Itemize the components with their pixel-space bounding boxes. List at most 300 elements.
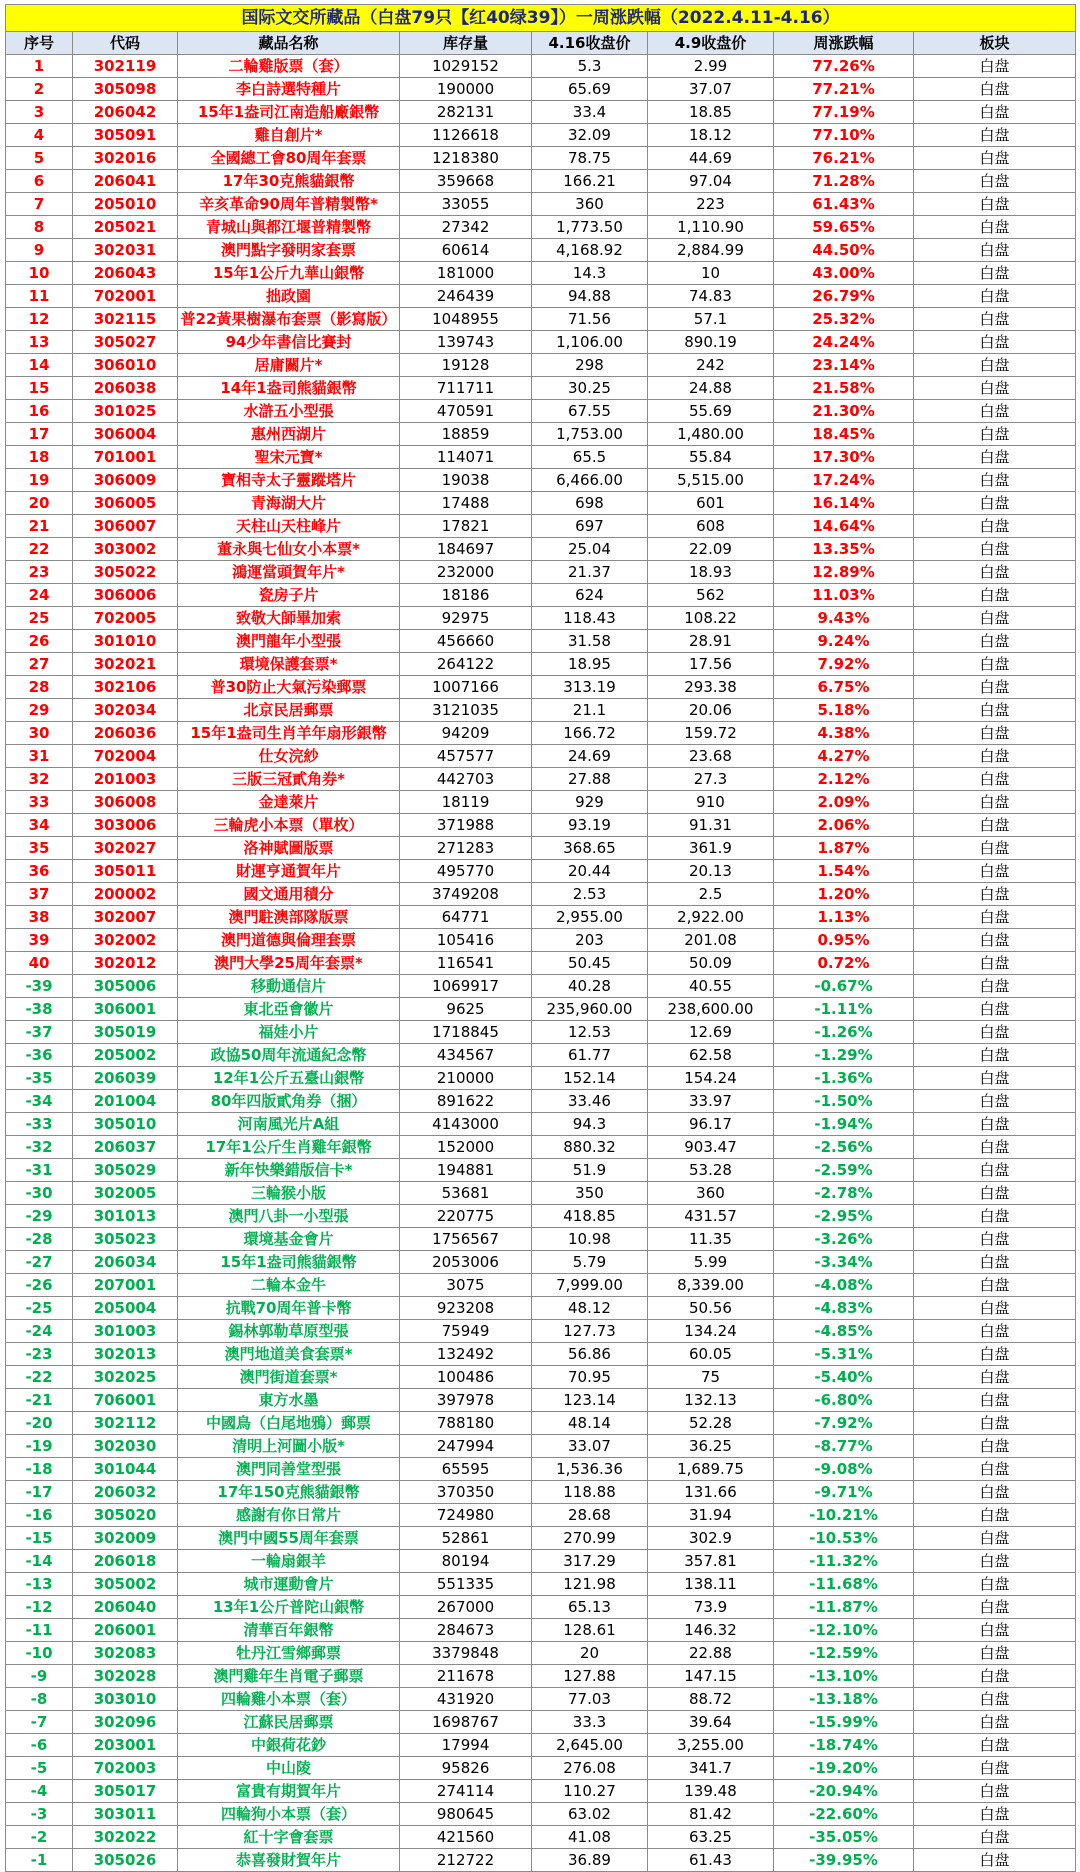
table-row	[6, 1826, 1076, 1849]
item-name: 一輪扇銀羊	[178, 1550, 400, 1573]
board: 白盘	[914, 745, 1076, 768]
stock-quantity: 132492	[400, 1343, 532, 1366]
item-name: 瓷房子片	[178, 584, 400, 607]
stock-quantity: 18859	[400, 423, 532, 446]
stock-quantity: 105416	[400, 929, 532, 952]
item-code: 207001	[73, 1274, 178, 1297]
close-price-previous: 910	[648, 791, 774, 814]
item-name: 澳門道德與倫理套票	[178, 929, 400, 952]
table-row	[6, 1550, 1076, 1573]
item-code: 306001	[73, 998, 178, 1021]
weekly-change: -13.10%	[774, 1665, 914, 1688]
item-name: 中國鳥（白尾地鴉）郵票	[178, 1412, 400, 1435]
item-code: 302119	[73, 55, 178, 78]
close-price-current: 77.03	[532, 1688, 648, 1711]
table-row	[6, 1113, 1076, 1136]
stock-quantity: 152000	[400, 1136, 532, 1159]
item-name: 錫林郭勒草原型張	[178, 1320, 400, 1343]
weekly-change: 77.26%	[774, 55, 914, 78]
row-index: -25	[6, 1297, 73, 1320]
board: 白盘	[914, 1481, 1076, 1504]
close-price-previous: 562	[648, 584, 774, 607]
close-price-current: 1,536.36	[532, 1458, 648, 1481]
item-name: 東北亞會徽片	[178, 998, 400, 1021]
item-name: 致敬大師畢加索	[178, 607, 400, 630]
item-code: 206037	[73, 1136, 178, 1159]
row-index: -14	[6, 1550, 73, 1573]
table-row	[6, 1849, 1076, 1872]
weekly-change: -1.26%	[774, 1021, 914, 1044]
close-price-previous: 134.24	[648, 1320, 774, 1343]
item-code: 306009	[73, 469, 178, 492]
item-name: 福娃小片	[178, 1021, 400, 1044]
title-row	[6, 5, 1076, 32]
row-index: 8	[6, 216, 73, 239]
row-index: 33	[6, 791, 73, 814]
close-price-previous: 60.05	[648, 1343, 774, 1366]
item-code: 302096	[73, 1711, 178, 1734]
weekly-change: -1.36%	[774, 1067, 914, 1090]
row-index: 34	[6, 814, 73, 837]
header-index: 序号	[6, 32, 73, 55]
row-index: -29	[6, 1205, 73, 1228]
close-price-previous: 132.13	[648, 1389, 774, 1412]
item-name: 三輪虎小本票（單枚）	[178, 814, 400, 837]
table-row	[6, 469, 1076, 492]
close-price-previous: 10	[648, 262, 774, 285]
row-index: 10	[6, 262, 73, 285]
stock-quantity: 434567	[400, 1044, 532, 1067]
item-name: 河南風光片A組	[178, 1113, 400, 1136]
stock-quantity: 65595	[400, 1458, 532, 1481]
weekly-change: -7.92%	[774, 1412, 914, 1435]
close-price-previous: 2,884.99	[648, 239, 774, 262]
weekly-change: 2.12%	[774, 768, 914, 791]
weekly-change: -6.80%	[774, 1389, 914, 1412]
board: 白盘	[914, 584, 1076, 607]
weekly-change: 71.28%	[774, 170, 914, 193]
table-row	[6, 929, 1076, 952]
close-price-current: 697	[532, 515, 648, 538]
close-price-current: 63.02	[532, 1803, 648, 1826]
stock-quantity: 139743	[400, 331, 532, 354]
close-price-current: 2.53	[532, 883, 648, 906]
weekly-change: 44.50%	[774, 239, 914, 262]
close-price-previous: 8,339.00	[648, 1274, 774, 1297]
stock-quantity: 1756567	[400, 1228, 532, 1251]
row-index: -31	[6, 1159, 73, 1182]
row-index: -37	[6, 1021, 73, 1044]
item-name: 17年150克熊貓銀幣	[178, 1481, 400, 1504]
row-index: 30	[6, 722, 73, 745]
table-row	[6, 1573, 1076, 1596]
table-row	[6, 791, 1076, 814]
close-price-previous: 97.04	[648, 170, 774, 193]
board: 白盘	[914, 1458, 1076, 1481]
item-name: 江蘇民居郵票	[178, 1711, 400, 1734]
item-code: 201004	[73, 1090, 178, 1113]
close-price-previous: 96.17	[648, 1113, 774, 1136]
item-code: 302009	[73, 1527, 178, 1550]
board: 白盘	[914, 124, 1076, 147]
stock-quantity: 271283	[400, 837, 532, 860]
close-price-current: 48.12	[532, 1297, 648, 1320]
table-row	[6, 1044, 1076, 1067]
row-index: -1	[6, 1849, 73, 1872]
item-code: 301025	[73, 400, 178, 423]
close-price-previous: 75	[648, 1366, 774, 1389]
close-price-current: 65.13	[532, 1596, 648, 1619]
close-price-previous: 17.56	[648, 653, 774, 676]
row-index: 1	[6, 55, 73, 78]
row-index: 13	[6, 331, 73, 354]
row-index: -13	[6, 1573, 73, 1596]
close-price-current: 32.09	[532, 124, 648, 147]
table-row	[6, 975, 1076, 998]
stock-quantity: 17488	[400, 492, 532, 515]
row-index: -34	[6, 1090, 73, 1113]
weekly-change: -19.20%	[774, 1757, 914, 1780]
close-price-current: 65.69	[532, 78, 648, 101]
board: 白盘	[914, 860, 1076, 883]
stock-quantity: 1218380	[400, 147, 532, 170]
close-price-previous: 37.07	[648, 78, 774, 101]
close-price-previous: 1,480.00	[648, 423, 774, 446]
item-code: 302005	[73, 1182, 178, 1205]
board: 白盘	[914, 1711, 1076, 1734]
stock-quantity: 923208	[400, 1297, 532, 1320]
row-index: 6	[6, 170, 73, 193]
weekly-change: 4.27%	[774, 745, 914, 768]
close-price-previous: 22.88	[648, 1642, 774, 1665]
header-close-current: 4.16收盘价	[532, 32, 648, 55]
row-index: -20	[6, 1412, 73, 1435]
item-code: 206032	[73, 1481, 178, 1504]
close-price-current: 70.95	[532, 1366, 648, 1389]
item-name: 城市運動會片	[178, 1573, 400, 1596]
item-code: 302002	[73, 929, 178, 952]
weekly-change: 13.35%	[774, 538, 914, 561]
item-name: 牡丹江雪鄉郵票	[178, 1642, 400, 1665]
item-code: 201003	[73, 768, 178, 791]
board: 白盘	[914, 975, 1076, 998]
row-index: 23	[6, 561, 73, 584]
row-index: -6	[6, 1734, 73, 1757]
board: 白盘	[914, 1826, 1076, 1849]
weekly-change: 21.30%	[774, 400, 914, 423]
close-price-previous: 242	[648, 354, 774, 377]
header-row	[6, 32, 1076, 55]
table-row	[6, 1182, 1076, 1205]
page	[5, 4, 1075, 1872]
row-index: -4	[6, 1780, 73, 1803]
weekly-change: 5.18%	[774, 699, 914, 722]
item-name: 新年快樂錯版信卡*	[178, 1159, 400, 1182]
item-name: 拙政園	[178, 285, 400, 308]
weekly-change: 77.21%	[774, 78, 914, 101]
item-code: 306010	[73, 354, 178, 377]
item-name: 仕女浣紗	[178, 745, 400, 768]
stock-quantity: 267000	[400, 1596, 532, 1619]
stock-quantity: 1698767	[400, 1711, 532, 1734]
weekly-change: -2.59%	[774, 1159, 914, 1182]
item-name: 澳門點字發明家套票	[178, 239, 400, 262]
close-price-current: 123.14	[532, 1389, 648, 1412]
item-name: 清明上河圖小版*	[178, 1435, 400, 1458]
board: 白盘	[914, 814, 1076, 837]
stock-quantity: 92975	[400, 607, 532, 630]
table-row	[6, 78, 1076, 101]
item-name: 中山陵	[178, 1757, 400, 1780]
board: 白盘	[914, 1228, 1076, 1251]
stock-quantity: 1069917	[400, 975, 532, 998]
board: 白盘	[914, 699, 1076, 722]
board: 白盘	[914, 216, 1076, 239]
item-name: 澳門大學25周年套票*	[178, 952, 400, 975]
close-price-current: 14.3	[532, 262, 648, 285]
weekly-change: 23.14%	[774, 354, 914, 377]
item-name: 寶相寺太子靈蹤塔片	[178, 469, 400, 492]
row-index: -7	[6, 1711, 73, 1734]
row-index: 38	[6, 906, 73, 929]
close-price-previous: 57.1	[648, 308, 774, 331]
item-code: 302031	[73, 239, 178, 262]
stock-quantity: 211678	[400, 1665, 532, 1688]
board: 白盘	[914, 768, 1076, 791]
stock-quantity: 264122	[400, 653, 532, 676]
item-name: 北京民居郵票	[178, 699, 400, 722]
item-code: 702001	[73, 285, 178, 308]
stock-quantity: 370350	[400, 1481, 532, 1504]
item-code: 303006	[73, 814, 178, 837]
close-price-current: 276.08	[532, 1757, 648, 1780]
weekly-change: -39.95%	[774, 1849, 914, 1872]
row-index: 40	[6, 952, 73, 975]
item-code: 305029	[73, 1159, 178, 1182]
weekly-change: 61.43%	[774, 193, 914, 216]
item-code: 302115	[73, 308, 178, 331]
close-price-previous: 28.91	[648, 630, 774, 653]
item-name: 財運亨通賀年片	[178, 860, 400, 883]
close-price-previous: 201.08	[648, 929, 774, 952]
close-price-current: 313.19	[532, 676, 648, 699]
close-price-current: 65.5	[532, 446, 648, 469]
stock-quantity: 1029152	[400, 55, 532, 78]
stock-quantity: 3121035	[400, 699, 532, 722]
header-stock: 库存量	[400, 32, 532, 55]
row-index: -33	[6, 1113, 73, 1136]
stock-quantity: 19038	[400, 469, 532, 492]
item-name: 15年1盎司熊貓銀幣	[178, 1251, 400, 1274]
row-index: -10	[6, 1642, 73, 1665]
close-price-current: 203	[532, 929, 648, 952]
item-code: 301010	[73, 630, 178, 653]
board: 白盘	[914, 170, 1076, 193]
weekly-change: -4.83%	[774, 1297, 914, 1320]
item-code: 303011	[73, 1803, 178, 1826]
item-code: 302021	[73, 653, 178, 676]
table-row	[6, 285, 1076, 308]
item-code: 302022	[73, 1826, 178, 1849]
item-code: 302083	[73, 1642, 178, 1665]
board: 白盘	[914, 607, 1076, 630]
board: 白盘	[914, 561, 1076, 584]
table-row	[6, 1780, 1076, 1803]
row-index: 39	[6, 929, 73, 952]
board: 白盘	[914, 791, 1076, 814]
close-price-current: 51.9	[532, 1159, 648, 1182]
row-index: 27	[6, 653, 73, 676]
item-name: 雞自創片*	[178, 124, 400, 147]
close-price-current: 20.44	[532, 860, 648, 883]
row-index: 5	[6, 147, 73, 170]
item-code: 306004	[73, 423, 178, 446]
table-row	[6, 1228, 1076, 1251]
weekly-change: 2.06%	[774, 814, 914, 837]
close-price-previous: 131.66	[648, 1481, 774, 1504]
stock-quantity: 456660	[400, 630, 532, 653]
close-price-previous: 18.85	[648, 101, 774, 124]
weekly-change: -35.05%	[774, 1826, 914, 1849]
close-price-previous: 361.9	[648, 837, 774, 860]
item-code: 302112	[73, 1412, 178, 1435]
item-code: 305026	[73, 1849, 178, 1872]
stock-quantity: 3075	[400, 1274, 532, 1297]
row-index: -19	[6, 1435, 73, 1458]
board: 白盘	[914, 1573, 1076, 1596]
table-title: 国际文交所藏品（白盘79只【红40绿39】）一周涨跌幅（2022.4.11-4.16）	[6, 5, 1076, 32]
table-row	[6, 1757, 1076, 1780]
row-index: -21	[6, 1389, 73, 1412]
item-name: 15年1盎司江南造船廠銀幣	[178, 101, 400, 124]
board: 白盘	[914, 929, 1076, 952]
item-name: 二輪本金牛	[178, 1274, 400, 1297]
board: 白盘	[914, 1665, 1076, 1688]
item-code: 305017	[73, 1780, 178, 1803]
close-price-current: 118.88	[532, 1481, 648, 1504]
item-code: 205021	[73, 216, 178, 239]
item-name: 15年1公斤九華山銀幣	[178, 262, 400, 285]
close-price-current: 21.37	[532, 561, 648, 584]
weekly-change: 17.24%	[774, 469, 914, 492]
close-price-previous: 39.64	[648, 1711, 774, 1734]
close-price-previous: 238,600.00	[648, 998, 774, 1021]
board: 白盘	[914, 1159, 1076, 1182]
weekly-change: -2.78%	[774, 1182, 914, 1205]
table-row	[6, 998, 1076, 1021]
close-price-current: 298	[532, 354, 648, 377]
item-name: 居庸關片*	[178, 354, 400, 377]
close-price-current: 27.88	[532, 768, 648, 791]
row-index: 19	[6, 469, 73, 492]
weekly-change: 12.89%	[774, 561, 914, 584]
item-code: 303002	[73, 538, 178, 561]
close-price-current: 28.68	[532, 1504, 648, 1527]
weekly-change: -3.26%	[774, 1228, 914, 1251]
board: 白盘	[914, 906, 1076, 929]
item-name: 政協50周年流通紀念幣	[178, 1044, 400, 1067]
weekly-change: -1.29%	[774, 1044, 914, 1067]
table-row	[6, 630, 1076, 653]
close-price-previous: 903.47	[648, 1136, 774, 1159]
board: 白盘	[914, 1090, 1076, 1113]
item-name: 天柱山天柱峰片	[178, 515, 400, 538]
weekly-change: 18.45%	[774, 423, 914, 446]
stock-quantity: 282131	[400, 101, 532, 124]
weekly-change: -12.59%	[774, 1642, 914, 1665]
table-row	[6, 1596, 1076, 1619]
close-price-previous: 608	[648, 515, 774, 538]
table-row	[6, 400, 1076, 423]
close-price-current: 93.19	[532, 814, 648, 837]
row-index: -30	[6, 1182, 73, 1205]
close-price-previous: 159.72	[648, 722, 774, 745]
table-row	[6, 1688, 1076, 1711]
item-code: 305022	[73, 561, 178, 584]
item-name: 全國總工會80周年套票	[178, 147, 400, 170]
item-code: 206018	[73, 1550, 178, 1573]
close-price-previous: 146.32	[648, 1619, 774, 1642]
weekly-change: 0.72%	[774, 952, 914, 975]
close-price-previous: 31.94	[648, 1504, 774, 1527]
item-code: 301013	[73, 1205, 178, 1228]
table-row	[6, 607, 1076, 630]
close-price-current: 698	[532, 492, 648, 515]
weekly-change: 1.87%	[774, 837, 914, 860]
close-price-previous: 18.12	[648, 124, 774, 147]
close-price-previous: 3,255.00	[648, 1734, 774, 1757]
close-price-previous: 147.15	[648, 1665, 774, 1688]
stock-quantity: 53681	[400, 1182, 532, 1205]
close-price-previous: 52.28	[648, 1412, 774, 1435]
weekly-change: 0.95%	[774, 929, 914, 952]
item-name: 14年1盎司熊貓銀幣	[178, 377, 400, 400]
close-price-current: 12.53	[532, 1021, 648, 1044]
table-row	[6, 1389, 1076, 1412]
table-row	[6, 906, 1076, 929]
item-name: 鴻運當頭賀年片*	[178, 561, 400, 584]
stock-quantity: 470591	[400, 400, 532, 423]
stock-quantity: 17821	[400, 515, 532, 538]
stock-quantity: 94209	[400, 722, 532, 745]
item-code: 302027	[73, 837, 178, 860]
header-code: 代码	[73, 32, 178, 55]
weekly-change: -9.71%	[774, 1481, 914, 1504]
board: 白盘	[914, 55, 1076, 78]
close-price-current: 127.73	[532, 1320, 648, 1343]
item-code: 205002	[73, 1044, 178, 1067]
weekly-change: -0.67%	[774, 975, 914, 998]
item-name: 水滸五小型張	[178, 400, 400, 423]
stock-quantity: 457577	[400, 745, 532, 768]
close-price-previous: 55.69	[648, 400, 774, 423]
weekly-change: 25.32%	[774, 308, 914, 331]
table-row	[6, 492, 1076, 515]
close-price-current: 18.95	[532, 653, 648, 676]
item-code: 302030	[73, 1435, 178, 1458]
table-row	[6, 308, 1076, 331]
close-price-current: 4,168.92	[532, 239, 648, 262]
table-row	[6, 1734, 1076, 1757]
table-row	[6, 860, 1076, 883]
close-price-current: 67.55	[532, 400, 648, 423]
board: 白盘	[914, 354, 1076, 377]
table-row	[6, 1366, 1076, 1389]
close-price-current: 30.25	[532, 377, 648, 400]
row-index: -23	[6, 1343, 73, 1366]
stock-quantity: 181000	[400, 262, 532, 285]
stock-quantity: 1126618	[400, 124, 532, 147]
